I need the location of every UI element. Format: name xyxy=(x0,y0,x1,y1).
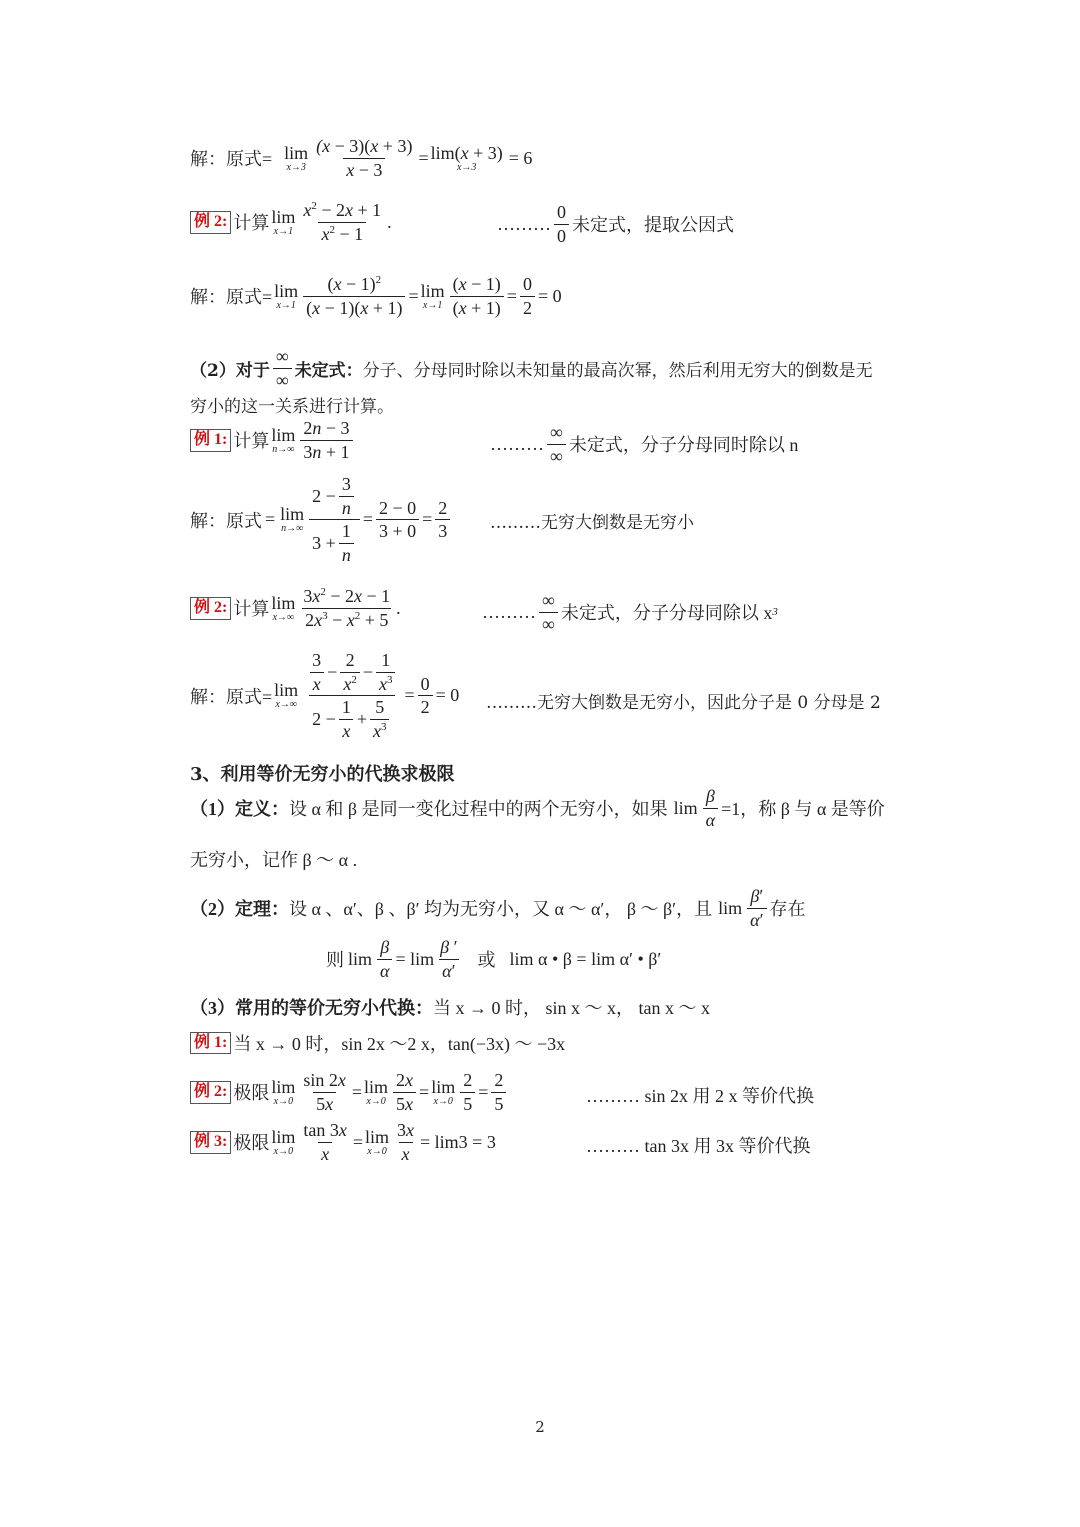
lim-operator: lim x→1 xyxy=(420,280,445,311)
solution-label: 解：原式= xyxy=(190,686,273,707)
solution-line-3: 解：原式 = lim n→∞ 2 − $\frac{3}{n}$ 3 + $\frac{1}{n}$ = $\frac{2 - 0}{3 + 0}$ = $\frac{2}{3}$ xyxy=(190,474,960,566)
note-text: 未定式，分子分母同时除以 n xyxy=(568,435,799,456)
example-badge: 例 1: xyxy=(190,1032,231,1055)
example-badge: 例 3: xyxy=(190,1131,231,1154)
example-text: 当 x → 0 时，sin 2x ～2 x，tan(−3x) ～ −3x xyxy=(233,1034,566,1054)
solution-2-note: ………无穷大倒数是无穷小，因此分子是 0 分母是 2 xyxy=(486,693,881,713)
then-label: 则 xyxy=(326,950,344,971)
fraction: $\frac{(x - 1)}{(x + 1)}$ xyxy=(450,274,504,318)
example-badge: 例 2: xyxy=(190,1081,231,1104)
calc-label: 计算 xyxy=(233,599,270,620)
example-2-inf: 例 2: 计算 lim x→∞ $\frac{3x^2 - 2x - 1}{2x^3 - x^2 + 5}$ . xyxy=(190,586,960,630)
page-number: 2 xyxy=(535,1418,545,1436)
example-2-zero: 例 2: 计算 lim x→1 $\frac{x^2 - 2x + 1}{x^2 - 1}$ . xyxy=(190,200,960,244)
solution-label: 解：原式 xyxy=(190,510,262,531)
equiv-example-2-note: ……… sin 2x 用 2 x 等价代换 xyxy=(586,1086,815,1106)
example-2-inf-note: ……… $\frac{\infty}{\infty}$ 未定式，分子分母同除以 x 3 xyxy=(482,590,778,634)
example-badge: 例 2: xyxy=(190,211,231,234)
fraction: $\frac{0}{2}$ xyxy=(418,674,433,718)
or-label: 或 xyxy=(477,950,496,971)
beta-prime-over-alpha-prime: $\frac{\beta'}{\alpha'}$ xyxy=(747,886,766,930)
solution-label: 解：原式= xyxy=(190,149,273,170)
result: = 0 xyxy=(537,285,562,306)
example-badge: 例 1: xyxy=(190,429,231,452)
result: = lim3 = 3 xyxy=(420,1131,496,1152)
section-2-line-1 xyxy=(190,346,960,390)
lim-operator: lim n→∞ xyxy=(271,424,296,455)
equiv-example-2: 例 2: 极限 lim x→0 $\frac{\sin 2x}{5x}$ = lim x→0 $\frac{2x}{5x}$ = lim x→0 $\frac{2}{5}$ = $\frac{2}{5}$ xyxy=(190,1070,960,1114)
inf-over-inf: $\frac{\infty}{\infty}$ xyxy=(539,590,558,634)
definition-line-2: 无穷小，记作 β ～ α . xyxy=(190,850,358,870)
note-text: 未定式，提取公因式 xyxy=(572,215,734,236)
lim-operator: lim x→∞ xyxy=(271,592,296,623)
section-3-title: 3、利用等价无穷小的代换求极限 xyxy=(190,764,455,785)
note-text: 未定式，分子分母同除以 x xyxy=(560,603,773,624)
fraction: $\frac{(x - 3)(x + 3)}{x - 3}$ xyxy=(316,136,413,180)
theorem-line-2: 则 lim $\frac{\beta}{\alpha}$ = lim $\frac{\beta '}{\alpha'}$ 或 lim α • β = lim α′ • β′ xyxy=(326,937,662,981)
result: = 6 xyxy=(508,147,533,168)
dots: ……… xyxy=(482,601,536,622)
equiv-example-3: 例 3: 极限 lim x→0 $\frac{\tan 3x}{x}$ = lim x→0 $\frac{3x}{x}$ = lim3 = 3 xyxy=(190,1120,960,1164)
example-2-note xyxy=(497,202,734,246)
theorem-heading: （2）定理： xyxy=(190,899,289,920)
section-heading-tail: 未定式： xyxy=(294,360,363,381)
lim-operator: lim x→1 xyxy=(274,280,299,311)
lim-operator: lim x→1 xyxy=(271,206,296,237)
definition-text: 设 α 和 β 是同一变化过程中的两个无穷小，如果 xyxy=(289,799,668,820)
solution-line-4: 解：原式= lim x→∞ $\frac{3}{x}$ − $\frac{2}{x^2}$ − $\frac{1}{x^3}$ 2 − $\frac{1}{x}$ + $\frac{5}{x^3}$ = $\frac{0}{2}$ = 0 xyxy=(190,650,460,742)
common-text: 当 x → 0 时， sin x ～ x， tan x ～ x xyxy=(433,998,710,1018)
dots: ……… xyxy=(497,213,551,234)
section-heading: （2）对于 xyxy=(190,360,270,381)
fraction: $\frac{2}{3}$ xyxy=(435,498,450,542)
common-equivalents xyxy=(190,994,960,1020)
fraction: $\frac{0}{2}$ xyxy=(520,274,535,318)
lim-operator: lim x→∞ xyxy=(274,680,299,711)
lim-operator: lim(x + 3) x→3 xyxy=(430,142,503,173)
product-formula: lim α • β = lim α′ • β′ xyxy=(509,948,662,969)
solution-line-2: 解：原式= lim x→1 $\frac{(x - 1)^2}{(x - 1)(x + 1)}$ = lim x→1 $\frac{(x - 1)}{(x + 1)}$ = $\frac{0}{2}$ = 0 xyxy=(190,274,562,318)
calc-label: 计算 xyxy=(233,431,270,452)
calc-label: 计算 xyxy=(233,213,270,234)
theorem-line-1: （2）定理： 设 α 、α′、β 、β′ 均为无穷小，又 α ～ α′， β ～ β′，且 lim $\frac{\beta'}{\alpha'}$ 存在 xyxy=(190,886,806,930)
theorem-text: 设 α 、α′、β 、β′ 均为无穷小，又 α ～ α′， β ～ β′，且 xyxy=(289,899,713,920)
fraction: $\frac{x^2 - 2x + 1}{x^2 - 1}$ xyxy=(303,200,382,244)
definition-heading: （1）定义： xyxy=(190,799,289,820)
inf-over-inf: $\frac{\infty}{\infty}$ xyxy=(547,422,566,466)
lim-operator: lim x→3 xyxy=(284,142,309,173)
calc-label: 极限 xyxy=(233,1133,270,1154)
example-1-note xyxy=(490,422,798,466)
lim-operator: lim n→∞ xyxy=(280,504,305,535)
fraction: $\frac{2 - 0}{3 + 0}$ xyxy=(376,498,419,542)
solution-1-note: ………无穷大倒数是无穷小 xyxy=(490,513,694,533)
section-text: 分子、分母同时除以未知量的最高次幂，然后利用无穷大的倒数是无 xyxy=(362,360,873,381)
theorem-text-tail: 存在 xyxy=(769,899,806,920)
beta-over-alpha: $\frac{\beta}{\alpha}$ xyxy=(703,786,718,830)
definition-line-1: （1）定义： 设 α 和 β 是同一变化过程中的两个无穷小，如果 lim $\frac{\beta}{\alpha}$ =1，称 β 与 α 是等价 xyxy=(190,786,885,830)
zero-over-zero: $\frac{0}{0}$ xyxy=(554,202,569,246)
equiv-example-1 xyxy=(190,1030,960,1056)
compound-fraction: $\frac{3}{x}$ − $\frac{2}{x^2}$ − $\frac{1}{x^3}$ 2 − $\frac{1}{x}$ + $\frac{5}{x^3}$ xyxy=(303,650,401,742)
dots: ……… xyxy=(490,433,544,454)
example-badge: 例 2: xyxy=(190,597,231,620)
solution-line-1: 解：原式= lim x→3 $\frac{(x - 3)(x + 3)}{x - 3}$ = lim(x + 3) x→3 = 6 xyxy=(190,136,533,180)
calc-label: 极限 xyxy=(233,1083,270,1104)
fraction: $\frac{(x - 1)^2}{(x - 1)(x + 1)}$ xyxy=(303,274,405,318)
definition-text-tail: =1，称 β 与 α 是等价 xyxy=(721,799,885,820)
fraction: $\frac{2n - 3}{3n + 1}$ xyxy=(300,418,352,462)
fraction: $\frac{3x^2 - 2x - 1}{2x^3 - x^2 + 5}$ xyxy=(303,586,391,630)
section-2-line-2: 穷小的这一关系进行计算。 xyxy=(190,397,394,417)
common-heading: （3）常用的等价无穷小代换： xyxy=(190,998,433,1018)
inf-over-inf: $\frac{\infty}{\infty}$ xyxy=(273,346,292,390)
solution-label: 解：原式= xyxy=(190,287,273,308)
compound-fraction: 2 − $\frac{3}{n}$ 3 + $\frac{1}{n}$ xyxy=(309,474,360,566)
equiv-example-3-note: ……… tan 3x 用 3x 等价代换 xyxy=(586,1136,811,1156)
